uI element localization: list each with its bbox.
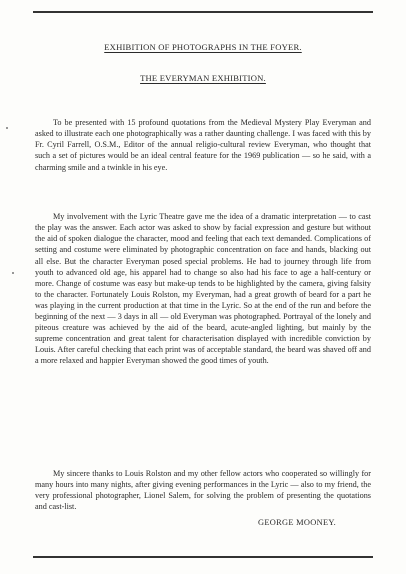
paragraph-thanks: My sincere thanks to Louis Rolston and my other fellow actors who cooperated so willingly for many hours into many nights, after giving evening performances in the Lyric — also to my friend, the very professional photographer, Lionel Salem, for solving the problem of presenting the quotations and cast-list.	[35, 469, 371, 512]
bottom-rule	[33, 556, 373, 558]
exhibition-heading: EXHIBITION OF PHOTOGRAPHS IN THE FOYER.	[104, 42, 302, 52]
paragraph-involvement: My involvement with the Lyric Theatre gave me the idea of a dramatic interpretation — to cast the play was the answer. Each actor was asked to show by facial expression and gesture but without the aid of spoken dialogue the character, mood and feeling that each text demanded. Complications of setting and costume were eliminated by photographic concentration on face and hands, blacking out all else. But the character Everyman posed special problems. He had to journey through life from youth to advanced old age, his apparel had to change so also had his face to age a half-century or more. Change of costume was easy but make-up tends to be highlighted by the camera, giving falsity to the character. Fortunately Louis Rolston, my Everyman, had a great growth of beard for a part he was playing in the current production at that time in the Lyric. So at the end of the run and before the beginning of the next — 3 days in all — old Everyman was photographed. Portrayal of the lonely and piteous creature was achieved by the aid of the beard, acute-angled lighting, but mainly by the supreme concentration and great talent for characterisation displayed with incredible conviction by Louis. After careful checking that each print was of acceptable standard, the beard was shaved off and a more relaxed and happier Everyman showed the good times of youth.	[35, 212, 371, 366]
everyman-heading: THE EVERYMAN EXHIBITION.	[140, 73, 266, 83]
top-rule	[33, 11, 373, 13]
signature: GEORGE MOONEY.	[258, 518, 337, 527]
margin-mark	[12, 272, 14, 274]
margin-mark	[6, 127, 8, 129]
paragraph-intro: To be presented with 15 profound quotations from the Medieval Mystery Play Everyman and asked to illustrate each one photographically was a rather daunting challenge. I was faced with this by Fr. Cyril Farrell, O.S.M., Editor of the annual religio-cultural review Everyman, who thought that such a set of pictures would be an ideal central feature for the 1969 publication — so he said, with a charming smile and a twinkle in his eye.	[35, 118, 371, 172]
